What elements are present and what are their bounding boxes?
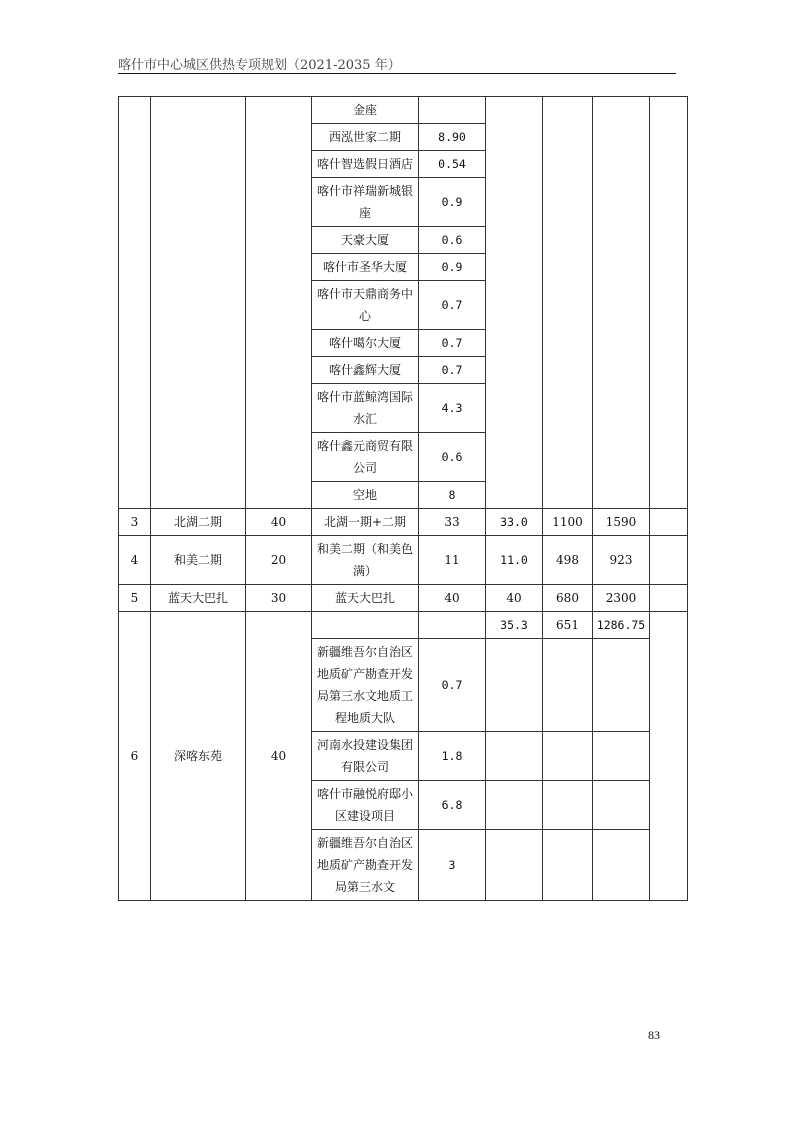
cell-c8: 2300 xyxy=(593,585,650,612)
cell-value: 3 xyxy=(419,830,486,901)
cell-project: 天豪大厦 xyxy=(312,227,419,254)
cell-total: 33.0 xyxy=(486,509,543,536)
cell-project: 喀什鑫辉大厦 xyxy=(312,357,419,384)
header-rule xyxy=(118,73,676,74)
cell-no: 3 xyxy=(119,509,151,536)
cell-note xyxy=(650,97,688,509)
cell-value xyxy=(419,97,486,124)
cell-project: 蓝天大巴扎 xyxy=(312,585,419,612)
cell-c8 xyxy=(593,639,650,732)
cell-value: 33 xyxy=(419,509,486,536)
cell-project xyxy=(312,612,419,639)
cell-value: 0.54 xyxy=(419,151,486,178)
cell-c7: 651 xyxy=(543,612,593,639)
cell-c8 xyxy=(593,781,650,830)
cell-capacity xyxy=(246,97,312,509)
cell-capacity: 20 xyxy=(246,536,312,585)
cell-total: 35.3 xyxy=(486,612,543,639)
cell-capacity: 40 xyxy=(246,509,312,536)
cell-c8 xyxy=(593,732,650,781)
cell-c7 xyxy=(543,639,593,732)
cell-total xyxy=(486,781,543,830)
cell-project: 喀什市天鼎商务中心 xyxy=(312,281,419,330)
cell-capacity: 40 xyxy=(246,612,312,901)
cell-value: 8 xyxy=(419,482,486,509)
heating-station-table xyxy=(118,96,688,901)
cell-value: 4.3 xyxy=(419,384,486,433)
cell-project: 金座 xyxy=(312,97,419,124)
cell-c7: 1100 xyxy=(543,509,593,536)
cell-value: 40 xyxy=(419,585,486,612)
cell-capacity: 30 xyxy=(246,585,312,612)
cell-project: 和美二期（和美色满） xyxy=(312,536,419,585)
cell-total xyxy=(486,97,543,509)
cell-project: 空地 xyxy=(312,482,419,509)
cell-project: 喀什鑫元商贸有限公司 xyxy=(312,433,419,482)
cell-value: 0.9 xyxy=(419,254,486,281)
cell-project: 喀什市融悦府邸小区建设项目 xyxy=(312,781,419,830)
table-row xyxy=(119,585,688,612)
cell-total xyxy=(486,830,543,901)
cell-value: 0.6 xyxy=(419,433,486,482)
cell-project: 喀什市祥瑞新城银座 xyxy=(312,178,419,227)
cell-total: 11.0 xyxy=(486,536,543,585)
cell-total: 40 xyxy=(486,585,543,612)
table-row xyxy=(119,509,688,536)
cell-value: 0.7 xyxy=(419,330,486,357)
cell-project: 新疆维吾尔自治区地质矿产勘查开发局第三水文地质工程地质大队 xyxy=(312,639,419,732)
running-header: 喀什市中心城区供热专项规划（2021-2035 年） xyxy=(118,58,401,73)
cell-note xyxy=(650,509,688,536)
cell-station: 蓝天大巴扎 xyxy=(151,585,246,612)
cell-c8: 1590 xyxy=(593,509,650,536)
cell-no: 5 xyxy=(119,585,151,612)
cell-station xyxy=(151,97,246,509)
cell-no: 6 xyxy=(119,612,151,901)
cell-station: 和美二期 xyxy=(151,536,246,585)
cell-value: 0.9 xyxy=(419,178,486,227)
cell-c8 xyxy=(593,97,650,509)
cell-c7: 680 xyxy=(543,585,593,612)
table-row xyxy=(119,97,688,124)
cell-value: 0.7 xyxy=(419,281,486,330)
cell-total xyxy=(486,639,543,732)
cell-c8 xyxy=(593,830,650,901)
cell-project: 北湖一期+二期 xyxy=(312,509,419,536)
cell-project: 喀什噶尔大厦 xyxy=(312,330,419,357)
cell-value: 6.8 xyxy=(419,781,486,830)
page-number: 83 xyxy=(648,1028,660,1042)
cell-project: 喀什市圣华大厦 xyxy=(312,254,419,281)
cell-no xyxy=(119,97,151,509)
cell-note xyxy=(650,612,688,901)
cell-project: 河南水投建设集团有限公司 xyxy=(312,732,419,781)
cell-project: 喀什智选假日酒店 xyxy=(312,151,419,178)
cell-note xyxy=(650,585,688,612)
cell-value: 8.90 xyxy=(419,124,486,151)
cell-value: 0.6 xyxy=(419,227,486,254)
cell-c7 xyxy=(543,97,593,509)
cell-c7 xyxy=(543,830,593,901)
table-row xyxy=(119,612,688,639)
cell-project: 西泓世家二期 xyxy=(312,124,419,151)
cell-value xyxy=(419,612,486,639)
cell-c8: 1286.75 xyxy=(593,612,650,639)
cell-project: 新疆维吾尔自治区地质矿产勘查开发局第三水文 xyxy=(312,830,419,901)
cell-value: 0.7 xyxy=(419,639,486,732)
cell-value: 0.7 xyxy=(419,357,486,384)
table-row xyxy=(119,536,688,585)
cell-value: 1.8 xyxy=(419,732,486,781)
cell-total xyxy=(486,732,543,781)
cell-project: 喀什市蓝鲸湾国际水汇 xyxy=(312,384,419,433)
cell-c8: 923 xyxy=(593,536,650,585)
cell-value: 11 xyxy=(419,536,486,585)
cell-station: 深喀东苑 xyxy=(151,612,246,901)
cell-c7 xyxy=(543,732,593,781)
cell-station: 北湖二期 xyxy=(151,509,246,536)
cell-c7: 498 xyxy=(543,536,593,585)
cell-note xyxy=(650,536,688,585)
cell-no: 4 xyxy=(119,536,151,585)
cell-c7 xyxy=(543,781,593,830)
